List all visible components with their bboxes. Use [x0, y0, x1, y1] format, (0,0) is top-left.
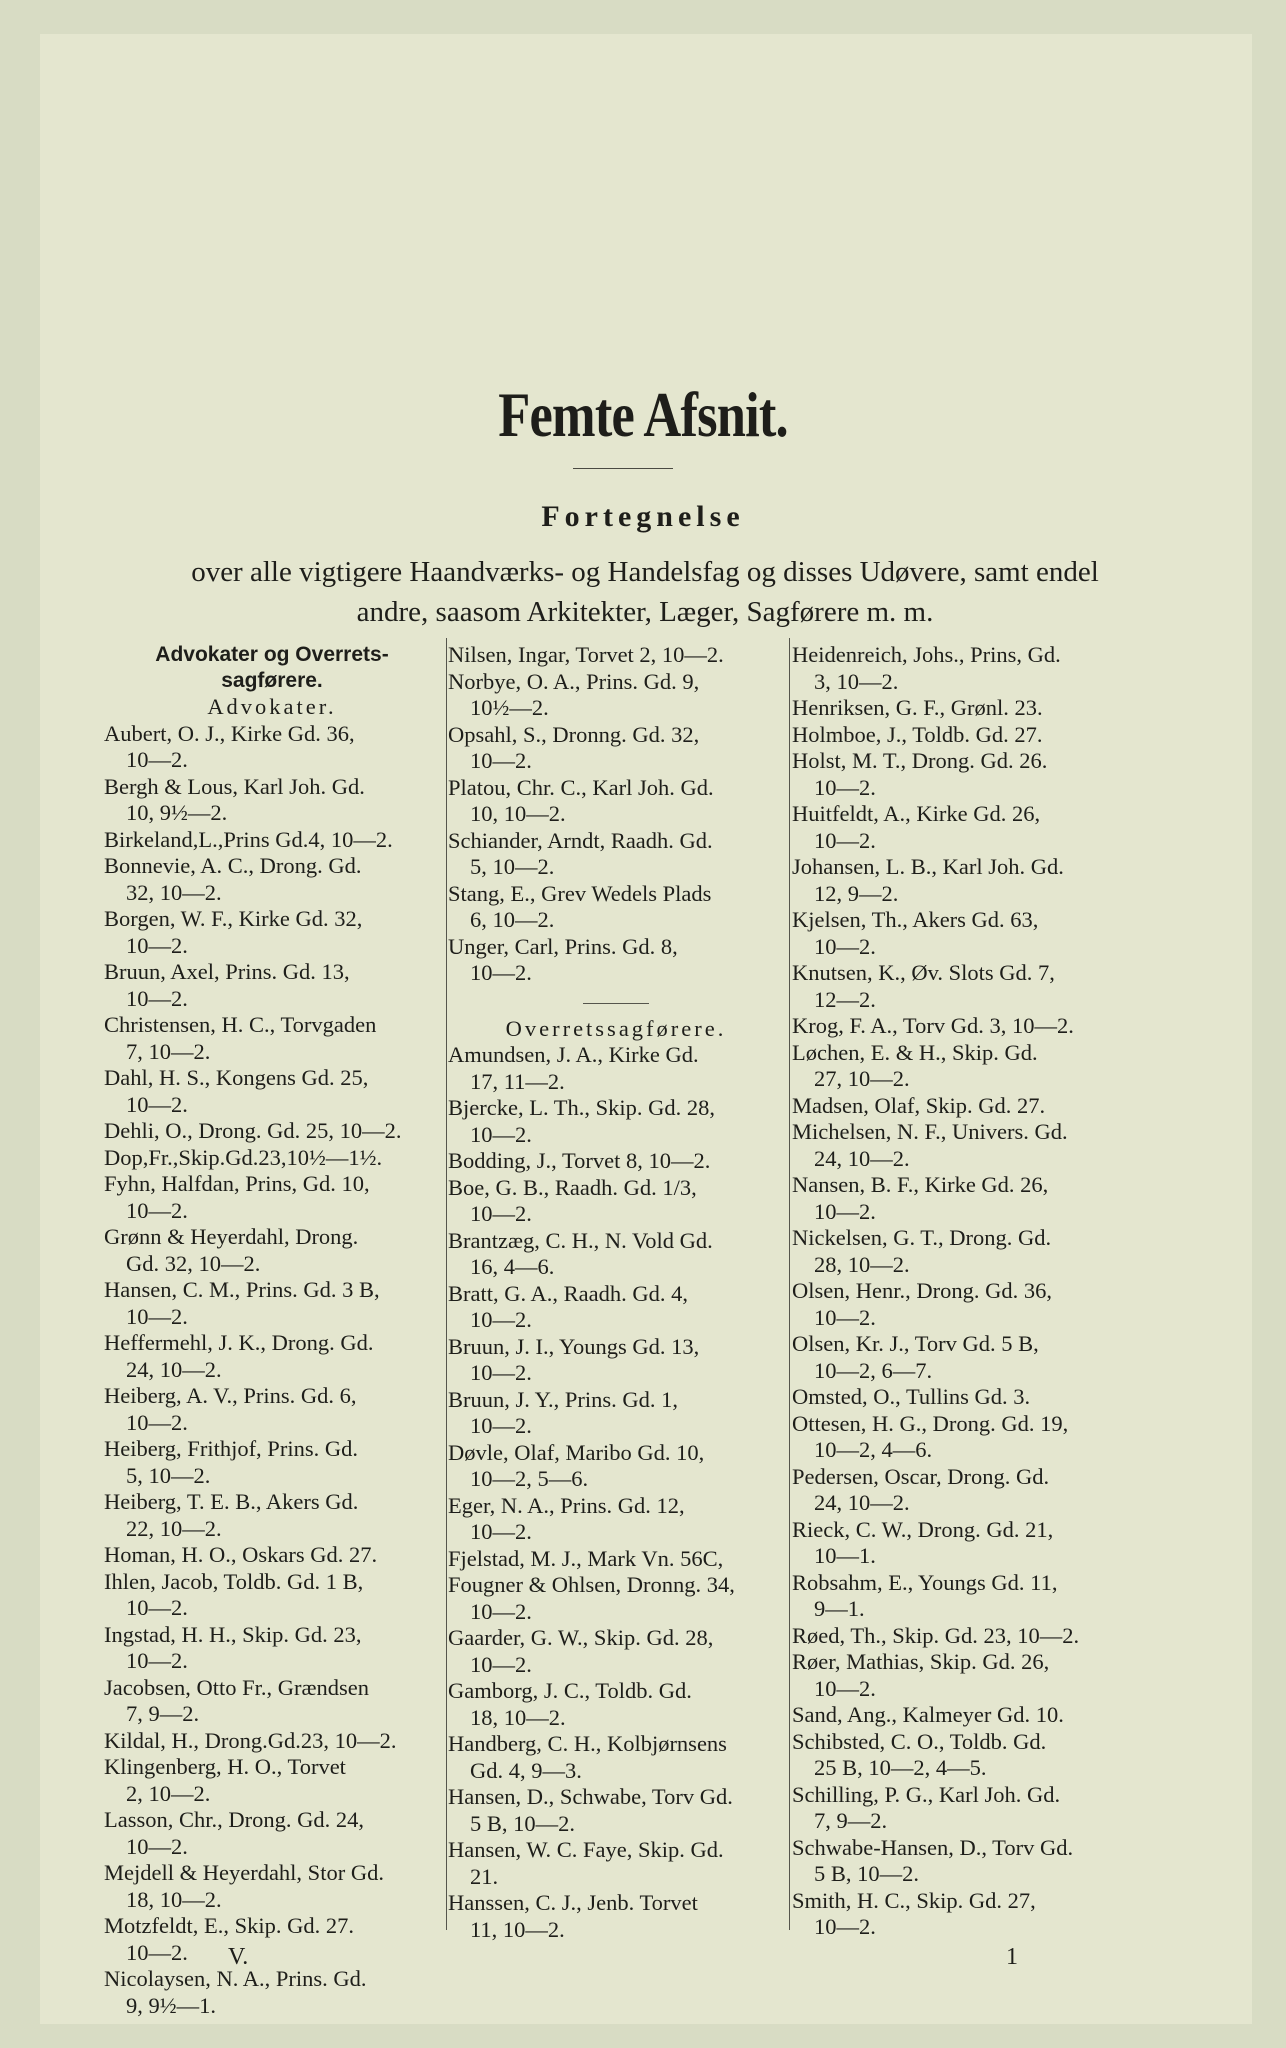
directory-entry	[104, 1966, 440, 2019]
entry-continuation: 10—2.	[470, 748, 532, 773]
directory-entry	[792, 907, 1130, 960]
entry-continuation: 10—2.	[814, 1914, 876, 1939]
entry-continuation: 10, 10—2.	[470, 801, 566, 826]
entry-continuation: 12, 9—2.	[814, 880, 899, 906]
directory-entry	[448, 1042, 784, 1095]
directory-entry	[448, 1625, 784, 1678]
section-separator	[583, 1003, 649, 1004]
entry-line: Bruun, Axel, Prins. Gd. 13,	[104, 959, 350, 984]
entry-continuation: 28, 10—2.	[814, 1251, 910, 1277]
entry-continuation: 10—2.	[814, 933, 876, 959]
entry-line: Løchen, E. & H., Skip. Gd.	[792, 1039, 1038, 1065]
entry-line: Fougner & Ohlsen, Dronng. 34,	[448, 1572, 735, 1597]
entry-continuation: 10—2.	[470, 1360, 532, 1385]
entry-continuation: 10—2.	[814, 1198, 876, 1224]
directory-entry	[448, 1572, 784, 1625]
entry-continuation: Gd. 4, 9—3.	[470, 1757, 582, 1783]
entry-continuation: 10—2.	[470, 1413, 532, 1438]
category-heading-line: Advokater og Overrets-	[155, 643, 389, 666]
directory-entry	[104, 1065, 440, 1118]
entry-continuation: 10—2.	[126, 1833, 188, 1859]
entry-line: Olsen, Kr. J., Torv Gd. 5 B,	[792, 1331, 1039, 1356]
directory-entry	[792, 722, 1130, 749]
directory-entry	[448, 828, 784, 881]
directory-entry	[104, 853, 440, 906]
entry-continuation: 25 B, 10—2, 4—5.	[814, 1755, 987, 1780]
entry-continuation: 32, 10—2.	[126, 879, 222, 905]
entry-line: Bodding, J., Torvet 8, 10—2.	[448, 1148, 711, 1173]
entry-continuation: 10—2.	[126, 932, 188, 958]
intro-text	[100, 552, 1190, 632]
entry-continuation: 5, 10—2.	[470, 854, 555, 879]
directory-entry	[104, 1622, 440, 1675]
entry-line: Birkeland,L.,Prins Gd.4, 10—2.	[104, 826, 393, 852]
column-2	[448, 642, 784, 1943]
entry-line: Motzfeldt, E., Skip. Gd. 27.	[104, 1913, 354, 1938]
directory-entry	[104, 1754, 440, 1807]
entry-line: Olsen, Henr., Drong. Gd. 36,	[792, 1278, 1052, 1303]
entry-line: Knutsen, K., Øv. Slots Gd. 7,	[792, 960, 1055, 985]
entry-line: Heiberg, A. V., Prins. Gd. 6,	[104, 1383, 357, 1408]
entry-line: Kjelsen, Th., Akers Gd. 63,	[792, 907, 1039, 932]
entry-continuation: 3, 10—2.	[814, 668, 899, 694]
entry-line: Kildal, H., Drong.Gd.23, 10—2.	[104, 1727, 397, 1753]
entry-line: Fjelstad, M. J., Mark Vn. 56C,	[448, 1545, 724, 1571]
entry-continuation: 18, 10—2.	[126, 1886, 222, 1912]
entry-line: Opsahl, S., Dronng. Gd. 32,	[448, 721, 700, 747]
directory-entry	[792, 1119, 1130, 1172]
entry-continuation: 10—2.	[126, 1595, 188, 1620]
entry-line: Schiander, Arndt, Raadh. Gd.	[448, 827, 713, 853]
entry-line: Jacobsen, Otto Fr., Grændsen	[104, 1674, 369, 1700]
entry-line: Unger, Carl, Prins. Gd. 8,	[448, 933, 678, 959]
directory-entry	[104, 1277, 440, 1330]
entry-line: Heffermehl, J. K., Drong. Gd.	[104, 1330, 374, 1355]
entry-line: Sand, Ang., Kalmeyer Gd. 10.	[792, 1702, 1064, 1727]
directory-entry	[104, 774, 440, 827]
directory-entry	[792, 1888, 1130, 1941]
entry-line: Holmboe, J., Toldb. Gd. 27.	[792, 721, 1043, 747]
directory-entry	[792, 1331, 1130, 1384]
entry-continuation: 24, 10—2.	[814, 1145, 910, 1171]
entry-line: Hanssen, C. J., Jenb. Torvet	[448, 1890, 698, 1915]
entry-continuation: 10—2.	[126, 747, 188, 772]
directory-entry	[792, 960, 1130, 1013]
directory-entry	[104, 1145, 440, 1172]
directory-entry	[792, 1013, 1130, 1040]
entry-line: Borgen, W. F., Kirke Gd. 32,	[104, 906, 363, 931]
category-heading	[104, 642, 440, 694]
entry-list	[792, 642, 1130, 1941]
entry-line: Amundsen, J. A., Kirke Gd.	[448, 1042, 699, 1067]
directory-entry	[792, 1411, 1130, 1464]
entry-line: Krog, F. A., Torv Gd. 3, 10—2.	[792, 1013, 1074, 1038]
entry-continuation: 10—2.	[814, 1304, 876, 1330]
entry-line: Bergh & Lous, Karl Joh. Gd.	[104, 773, 365, 799]
entry-line: Brantzæg, C. H., N. Vold Gd.	[448, 1227, 713, 1253]
entry-continuation: 5 B, 10—2.	[814, 1861, 920, 1886]
directory-entry	[104, 1436, 440, 1489]
entry-continuation: 7, 9—2.	[126, 1701, 200, 1726]
subcategory-advokater: Advokater.	[207, 694, 337, 719]
column-divider	[789, 638, 790, 1930]
directory-entry	[448, 1148, 784, 1175]
entry-line: Bruun, J. I., Youngs Gd. 13,	[448, 1333, 700, 1359]
entry-continuation: 9—1.	[814, 1596, 865, 1621]
subheading: Fortegnelse	[541, 500, 745, 533]
entry-continuation: 10—1.	[814, 1543, 876, 1568]
directory-entry	[104, 1224, 440, 1277]
entry-line: Johansen, L. B., Karl Joh. Gd.	[792, 854, 1064, 879]
entry-continuation: Gd. 32, 10—2.	[126, 1250, 261, 1276]
entry-continuation: 22, 10—2.	[126, 1515, 222, 1541]
entry-continuation: 10—2.	[470, 1307, 532, 1332]
directory-entry	[792, 1172, 1130, 1225]
entry-line: Homan, H. O., Oskars Gd. 27.	[104, 1542, 378, 1567]
entry-line: Røer, Mathias, Skip. Gd. 26,	[792, 1649, 1050, 1674]
column-3	[792, 642, 1130, 1941]
entry-line: Robsahm, E., Youngs Gd. 11,	[792, 1569, 1058, 1595]
directory-entry	[792, 1093, 1130, 1120]
directory-entry	[448, 934, 784, 987]
entry-continuation: 10—2.	[126, 985, 188, 1011]
entry-continuation: 10—2.	[126, 1409, 188, 1435]
directory-entry	[792, 1835, 1130, 1888]
entry-line: Bratt, G. A., Raadh. Gd. 4,	[448, 1280, 688, 1306]
directory-entry	[448, 775, 784, 828]
directory-entry	[792, 1225, 1130, 1278]
directory-entry	[448, 1228, 784, 1281]
entry-continuation: 2, 10—2.	[126, 1780, 211, 1806]
entry-continuation: 12—2.	[814, 986, 876, 1012]
entry-continuation: 10—2.	[126, 1939, 188, 1965]
entry-line: Schwabe-Hansen, D., Torv Gd.	[792, 1834, 1074, 1860]
entry-line: Nickelsen, G. T., Drong. Gd.	[792, 1225, 1052, 1250]
entry-line: Omsted, O., Tullins Gd. 3.	[792, 1384, 1031, 1409]
directory-entry	[792, 1517, 1130, 1570]
directory-entry	[104, 1675, 440, 1728]
entry-line: Heiberg, Frithjof, Prins. Gd.	[104, 1436, 358, 1461]
directory-entry	[448, 1175, 784, 1228]
directory-entry	[448, 1546, 784, 1573]
entry-line: Heiberg, T. E. B., Akers Gd.	[104, 1489, 359, 1514]
entry-continuation: 6, 10—2.	[470, 907, 555, 932]
entry-continuation: 10—2, 6—7.	[814, 1357, 933, 1383]
entry-continuation: 10—2.	[470, 1519, 532, 1544]
directory-entry	[792, 1729, 1130, 1782]
entry-line: Bruun, J. Y., Prins. Gd. 1,	[448, 1386, 679, 1412]
entry-line: Hansen, C. M., Prins. Gd. 3 B,	[104, 1277, 380, 1302]
entry-line: Henriksen, G. F., Grønl. 23.	[792, 695, 1043, 720]
entry-line: Mejdell & Heyerdahl, Stor Gd.	[104, 1860, 384, 1885]
directory-entry	[104, 1118, 440, 1145]
directory-entry	[792, 1464, 1130, 1517]
entry-continuation: 10—2.	[126, 1303, 188, 1329]
entry-continuation: 10—2.	[470, 1598, 532, 1624]
category-heading-line: sagførere.	[221, 669, 323, 692]
directory-entry	[792, 854, 1130, 907]
entry-line: Stang, E., Grev Wedels Plads	[448, 880, 712, 906]
intro-line: andre, saasom Arkitekter, Læger, Sagførere m. m.	[356, 596, 934, 628]
directory-entry	[792, 1040, 1130, 1093]
signature-mark: V.	[228, 1944, 249, 1970]
entry-line: Handberg, C. H., Kolbjørnsens	[448, 1731, 727, 1756]
entry-continuation: 10—2.	[126, 1648, 188, 1673]
entry-line: Dop,Fr.,Skip.Gd.23,10½—1½.	[104, 1144, 383, 1170]
entry-line: Dehli, O., Drong. Gd. 25, 10—2.	[104, 1118, 402, 1143]
entry-continuation: 18, 10—2.	[470, 1704, 566, 1730]
directory-entry	[792, 1702, 1130, 1729]
directory-entry	[104, 1807, 440, 1860]
entry-line: Nilsen, Ingar, Torvet 2, 10—2.	[448, 642, 724, 667]
entry-continuation: 10—2.	[470, 960, 532, 985]
entry-continuation: 10—2.	[814, 827, 876, 853]
directory-entry	[448, 642, 784, 669]
directory-entry	[448, 1784, 784, 1837]
entry-continuation: 10—2.	[814, 774, 876, 800]
entry-line: Ihlen, Jacob, Toldb. Gd. 1 B,	[104, 1568, 364, 1594]
entry-line: Ingstad, H. H., Skip. Gd. 23,	[104, 1621, 362, 1647]
entry-continuation: 21.	[470, 1863, 499, 1889]
entry-line: Huitfeldt, A., Kirke Gd. 26,	[792, 801, 1041, 826]
directory-entry	[792, 695, 1130, 722]
entry-line: Bjercke, L. Th., Skip. Gd. 28,	[448, 1095, 716, 1120]
entry-continuation: 24, 10—2.	[126, 1356, 222, 1382]
entry-line: Eger, N. A., Prins. Gd. 12,	[448, 1492, 685, 1518]
entry-continuation: 27, 10—2.	[814, 1066, 910, 1091]
directory-entry	[104, 1860, 440, 1913]
entry-continuation: 10—2.	[470, 1121, 532, 1147]
entry-line: Nansen, B. F., Kirke Gd. 26,	[792, 1172, 1049, 1197]
column-1	[104, 642, 440, 2019]
entry-continuation: 10, 9½—2.	[126, 800, 228, 825]
directory-entry	[448, 1387, 784, 1440]
directory-entry	[104, 906, 440, 959]
directory-entry	[792, 748, 1130, 801]
directory-entry	[792, 801, 1130, 854]
entry-continuation: 16, 4—6.	[470, 1254, 555, 1279]
entry-continuation: 5 B, 10—2.	[470, 1810, 576, 1836]
entry-line: Dahl, H. S., Kongens Gd. 25,	[104, 1065, 369, 1090]
section-title: Femte Afsnit.	[498, 379, 788, 450]
entry-line: Hansen, W. C. Faye, Skip. Gd.	[448, 1837, 724, 1862]
directory-entry	[792, 1649, 1130, 1702]
directory-entry	[104, 1383, 440, 1436]
directory-entry	[104, 1171, 440, 1224]
entry-line: Michelsen, N. F., Univers. Gd.	[792, 1119, 1068, 1144]
directory-entry	[448, 1281, 784, 1334]
entry-continuation: 11, 10—2.	[470, 1916, 565, 1942]
entry-line: Klingenberg, H. O., Torvet	[104, 1754, 346, 1779]
entry-line: Pedersen, Oscar, Drong. Gd.	[792, 1463, 1050, 1489]
entry-list	[448, 642, 784, 987]
title-divider	[573, 468, 673, 469]
entry-list	[104, 721, 440, 2020]
directory-entry	[104, 1913, 440, 1966]
directory-entry	[792, 1570, 1130, 1623]
directory-entry	[448, 1334, 784, 1387]
directory-entry	[104, 1330, 440, 1383]
entry-line: Gaarder, G. W., Skip. Gd. 28,	[448, 1625, 714, 1650]
entry-continuation: 7, 10—2.	[126, 1038, 211, 1064]
directory-entry	[104, 1489, 440, 1542]
directory-entry	[104, 1542, 440, 1569]
directory-entry	[448, 1678, 784, 1731]
directory-entry	[448, 1440, 784, 1493]
entry-continuation: 10—2.	[814, 1675, 876, 1701]
entry-list	[448, 1042, 784, 1943]
intro-line: over alle vigtigere Haandværks- og Handelsfag og disses Udøvere, samt endel	[191, 556, 1099, 588]
entry-line: Schilling, P. G., Karl Joh. Gd.	[792, 1781, 1061, 1807]
entry-line: Grønn & Heyerdahl, Drong.	[104, 1224, 359, 1249]
entry-continuation: 10—2.	[470, 1651, 532, 1677]
directory-entry	[104, 1569, 440, 1622]
entry-continuation: 10—2, 4—6.	[814, 1437, 933, 1462]
entry-line: Ottesen, H. G., Drong. Gd. 19,	[792, 1410, 1069, 1436]
entry-line: Rieck, C. W., Drong. Gd. 21,	[792, 1516, 1054, 1542]
directory-entry	[792, 1278, 1130, 1331]
entry-line: Norbye, O. A., Prins. Gd. 9,	[448, 668, 700, 694]
entry-line: Boe, G. B., Raadh. Gd. 1/3,	[448, 1174, 697, 1200]
entry-line: Platou, Chr. C., Karl Joh. Gd.	[448, 774, 714, 800]
directory-entry	[448, 1731, 784, 1784]
directory-entry	[792, 1782, 1130, 1835]
entry-line: Bonnevie, A. C., Drong. Gd.	[104, 853, 362, 878]
entry-continuation: 10—2.	[126, 1197, 188, 1223]
entry-continuation: 10—2.	[470, 1201, 532, 1226]
entry-line: Døvle, Olaf, Maribo Gd. 10,	[448, 1439, 705, 1465]
directory-entry	[104, 827, 440, 854]
subcategory-overretssagforere: Overretssagførere.	[505, 1015, 727, 1041]
entry-line: Holst, M. T., Drong. Gd. 26.	[792, 748, 1048, 773]
entry-line: Madsen, Olaf, Skip. Gd. 27.	[792, 1092, 1046, 1118]
page-number: 1	[1006, 1944, 1018, 1970]
entry-line: Schibsted, C. O., Toldb. Gd.	[792, 1728, 1047, 1754]
entry-continuation: 10½—2.	[470, 695, 549, 720]
entry-line: Nicolaysen, N. A., Prins. Gd.	[104, 1966, 367, 1991]
directory-entry	[104, 721, 440, 774]
entry-continuation: 9, 9½—1.	[126, 1992, 216, 2018]
directory-entry	[104, 1012, 440, 1065]
entry-line: Fyhn, Halfdan, Prins, Gd. 10,	[104, 1171, 370, 1196]
entry-line: Hansen, D., Schwabe, Torv Gd.	[448, 1784, 733, 1809]
entry-line: Lasson, Chr., Drong. Gd. 24,	[104, 1807, 364, 1832]
entry-line: Gamborg, J. C., Toldb. Gd.	[448, 1678, 692, 1703]
entry-continuation: 5, 10—2.	[126, 1462, 211, 1488]
directory-entry	[792, 642, 1130, 695]
entry-line: Christensen, H. C., Torvgaden	[104, 1012, 377, 1037]
directory-entry	[448, 1837, 784, 1890]
directory-entry	[448, 881, 784, 934]
entry-continuation: 24, 10—2.	[814, 1490, 910, 1515]
entry-line: Smith, H. C., Skip. Gd. 27,	[792, 1887, 1036, 1913]
directory-entry	[448, 669, 784, 722]
entry-continuation: 10—2, 5—6.	[470, 1466, 589, 1491]
directory-entry	[448, 1493, 784, 1546]
directory-entry	[792, 1623, 1130, 1650]
entry-continuation: 7, 9—2.	[814, 1808, 888, 1833]
directory-entry	[104, 1728, 440, 1755]
entry-line: Heidenreich, Johs., Prins, Gd.	[792, 642, 1061, 667]
directory-entry	[104, 959, 440, 1012]
directory-entry	[448, 1890, 784, 1943]
directory-entry	[448, 722, 784, 775]
column-divider	[446, 638, 447, 1930]
entry-continuation: 10—2.	[126, 1091, 188, 1117]
entry-line: Aubert, O. J., Kirke Gd. 36,	[104, 720, 355, 746]
directory-entry	[448, 1095, 784, 1148]
directory-entry	[792, 1384, 1130, 1411]
entry-continuation: 17, 11—2.	[470, 1068, 565, 1094]
entry-line: Røed, Th., Skip. Gd. 23, 10—2.	[792, 1622, 1080, 1648]
